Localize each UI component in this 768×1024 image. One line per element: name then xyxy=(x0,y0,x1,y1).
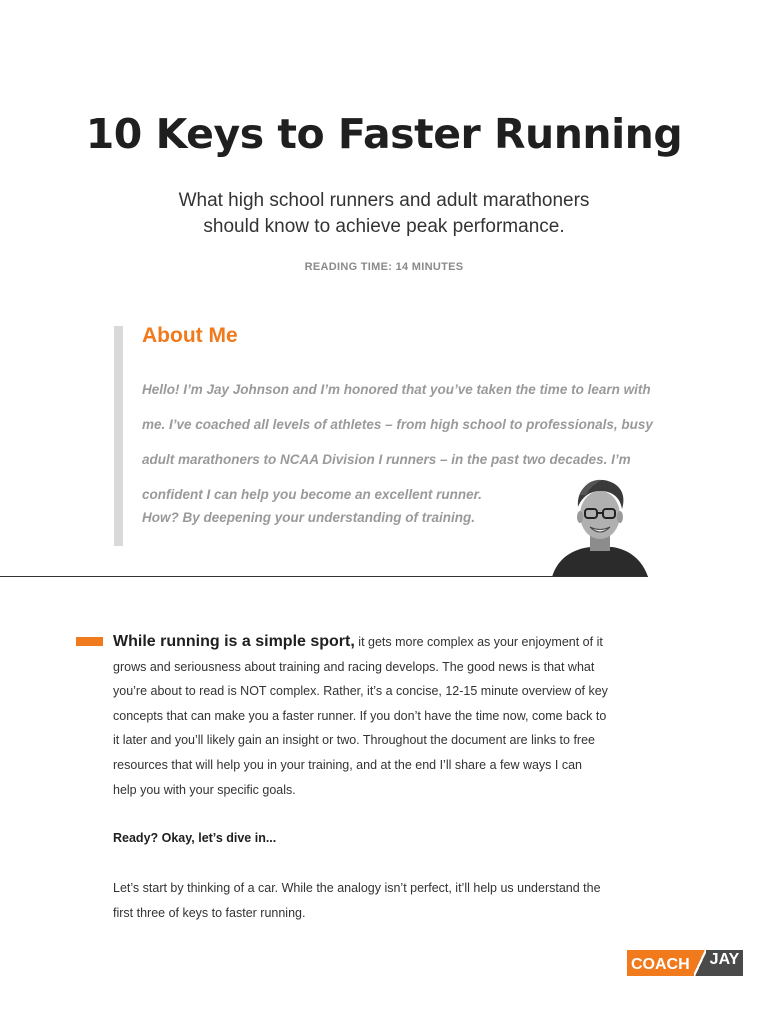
document-subtitle xyxy=(0,188,768,240)
car-paragraph xyxy=(113,876,673,925)
logo-coach-text: COACH xyxy=(627,950,694,976)
car-line: Let’s start by thinking of a car. While the analogy isn’t perfect, it’ll help us understand the xyxy=(113,881,601,895)
intro-line: you’re about to read is NOT complex. Rather, it’s a concise, 12-15 minute overview of key xyxy=(113,684,608,699)
intro-paragraph xyxy=(113,630,661,802)
coach-jay-logo xyxy=(627,950,743,976)
subtitle-line: should know to achieve peak performance. xyxy=(203,216,565,237)
logo-slash xyxy=(694,950,706,976)
intro-first-line xyxy=(113,630,661,655)
intro-line: it gets more complex as your enjoyment of it xyxy=(354,635,603,649)
logo-jay-text: JAY xyxy=(706,950,744,976)
author-portrait xyxy=(550,475,650,577)
car-line: first three of keys to faster running. xyxy=(113,905,306,920)
reading-time: READING TIME: 14 MINUTES xyxy=(304,261,464,273)
section-divider xyxy=(0,576,648,577)
accent-dash xyxy=(76,637,103,646)
intro-line: resources that will help you in your training, and at the end I’ll share a few ways I can xyxy=(113,757,583,772)
document-title: 10 Keys to Faster Running xyxy=(85,110,683,158)
about-line: me. I’ve coached all levels of athletes – from high school to professionals, busy xyxy=(142,417,653,432)
intro-line: grows and seriousness about training and racing develops. The good news is that what xyxy=(113,659,595,674)
about-line: How? By deepening your understanding of training. xyxy=(142,510,476,525)
intro-line: help you with your specific goals. xyxy=(113,782,296,797)
about-line: confident I can help you become an excellent runner. xyxy=(142,487,482,502)
ready-line: Ready? Okay, let’s dive in... xyxy=(113,831,277,845)
about-line: adult marathoners to NCAA Division I runners – in the past two decades. I’m xyxy=(142,452,631,467)
intro-line: it later and you’ll likely gain an insight or two. Throughout the document are links to free xyxy=(113,733,595,748)
about-heading: About Me xyxy=(142,324,238,347)
intro-lead: While running is a simple sport, xyxy=(113,633,355,650)
about-sidebar-bar xyxy=(114,326,123,546)
about-line: Hello! I’m Jay Johnson and I’m honored that you’ve taken the time to learn with xyxy=(142,382,651,397)
subtitle-line: What high school runners and adult marathoners xyxy=(178,190,590,211)
intro-line: concepts that can make you a faster runner. If you don’t have the time now, come back to xyxy=(113,708,607,723)
